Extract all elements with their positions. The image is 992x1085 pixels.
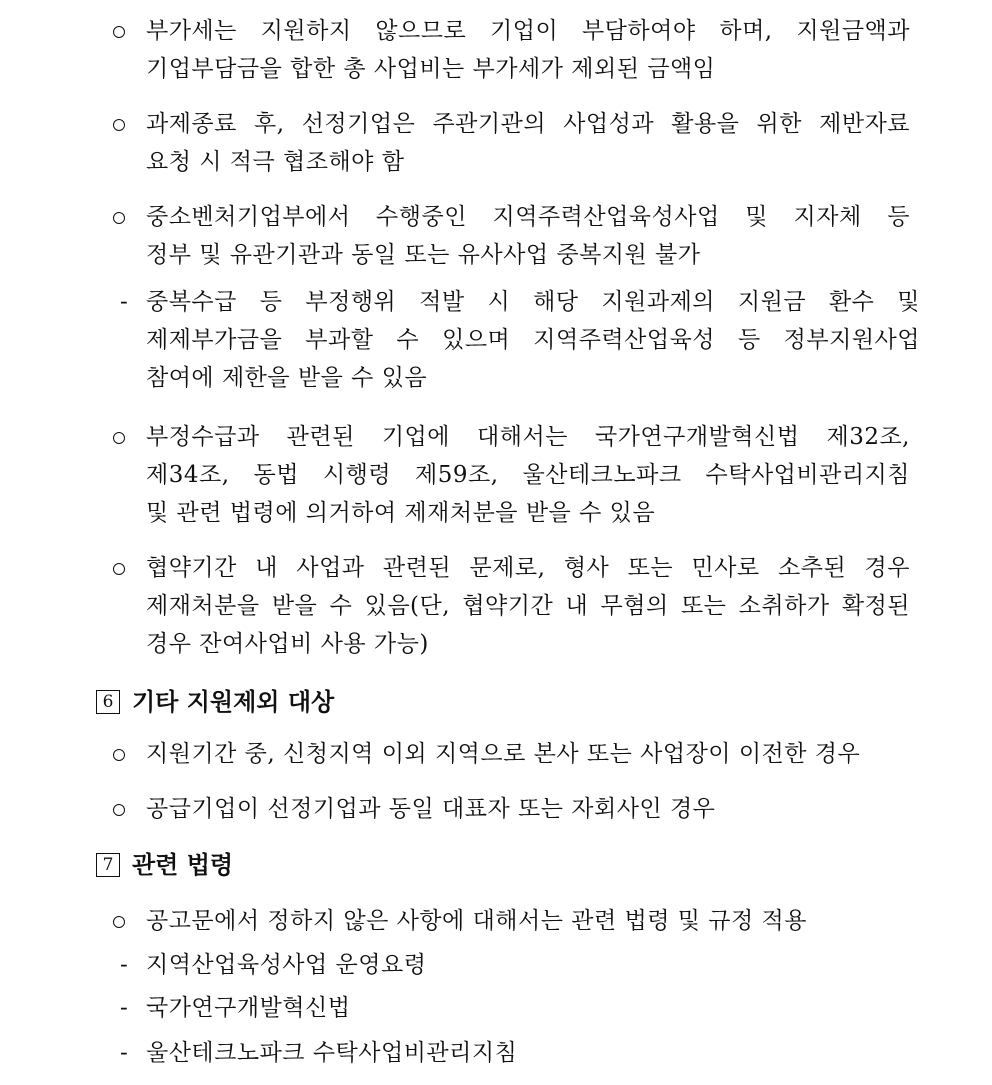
dash-bullet-icon: -	[120, 952, 129, 978]
list-item	[110, 790, 910, 828]
bullet-circle-icon	[110, 790, 136, 828]
section-heading-6	[96, 685, 334, 719]
item-line: 정부 및 유관기관과 동일 또는 유사사업 중복지원 불가	[146, 242, 701, 268]
dash-bullet-icon: -	[120, 995, 129, 1021]
dash-bullet-icon: -	[120, 1040, 129, 1066]
sub-list-item	[120, 1034, 920, 1072]
item-line: 및 관련 법령에 의거하여 제재처분을 받을 수 있음	[146, 500, 656, 526]
law-item: 국가연구개발혁신법	[146, 995, 351, 1021]
section-heading-7	[96, 848, 233, 882]
bullet-circle-icon	[110, 198, 136, 236]
section-title: 기타 지원제외 대상	[132, 688, 335, 716]
list-item	[110, 198, 910, 274]
item-line: 요청 시 적극 협조해야 함	[146, 149, 405, 175]
bullet-circle-icon	[110, 902, 136, 940]
list-item	[110, 735, 910, 773]
list-item	[110, 105, 910, 181]
item-line: 협약기간 내 사업과 관련된 문제로, 형사 또는 민사로 소추된 경우	[146, 555, 910, 581]
item-line: 경우 잔여사업비 사용 가능)	[146, 631, 429, 657]
law-item: 울산테크노파크 수탁사업비관리지침	[146, 1040, 518, 1066]
dash-bullet-icon: -	[120, 289, 129, 315]
section-number-box: 6	[96, 690, 120, 714]
list-item	[110, 902, 910, 940]
list-item	[110, 418, 910, 532]
sub-list-item	[120, 283, 920, 397]
item-line: 부가세는 지원하지 않으므로 기업이 부담하여야 하며, 지원금액과	[146, 18, 910, 44]
bullet-circle-icon	[110, 549, 136, 587]
item-line: 중소벤처기업부에서 수행중인 지역주력산업육성사업 및 지자체 등	[146, 204, 910, 230]
item-line: 참여에 제한을 받을 수 있음	[146, 365, 428, 391]
item-line: 제제부가금을 부과할 수 있으며 지역주력산업육성 등 정부지원사업	[146, 327, 920, 353]
bullet-circle-icon	[110, 105, 136, 143]
item-line: 기업부담금을 합한 총 사업비는 부가세가 제외된 금액임	[146, 56, 716, 82]
bullet-circle-icon	[110, 735, 136, 773]
item-line: 지원기간 중, 신청지역 이외 지역으로 본사 또는 사업장이 이전한 경우	[146, 741, 861, 767]
item-line: 과제종료 후, 선정기업은 주관기관의 사업성과 활용을 위한 제반자료	[146, 111, 910, 137]
item-line: 제재처분을 받을 수 있음(단, 협약기간 내 무혐의 또는 소취하가 확정된	[146, 593, 911, 619]
sub-list-item	[120, 989, 920, 1027]
item-line: 공급기업이 선정기업과 동일 대표자 또는 자회사인 경우	[146, 796, 716, 822]
item-line: 제34조, 동법 시행령 제59조, 울산테크노파크 수탁사업비관리지침	[146, 462, 910, 488]
item-line: 공고문에서 정하지 않은 사항에 대해서는 관련 법령 및 규정 적용	[146, 908, 807, 934]
sub-list-item	[120, 946, 920, 984]
item-line: 부정수급과 관련된 기업에 대해서는 국가연구개발혁신법 제32조,	[146, 424, 910, 450]
bullet-circle-icon	[110, 418, 136, 456]
item-line: 중복수급 등 부정행위 적발 시 해당 지원과제의 지원금 환수 및	[146, 289, 920, 315]
law-item: 지역산업육성사업 운영요령	[146, 952, 427, 978]
list-item	[110, 12, 910, 88]
bullet-circle-icon	[110, 12, 136, 50]
section-title: 관련 법령	[132, 851, 234, 879]
section-number-box: 7	[96, 853, 120, 877]
list-item	[110, 549, 910, 663]
